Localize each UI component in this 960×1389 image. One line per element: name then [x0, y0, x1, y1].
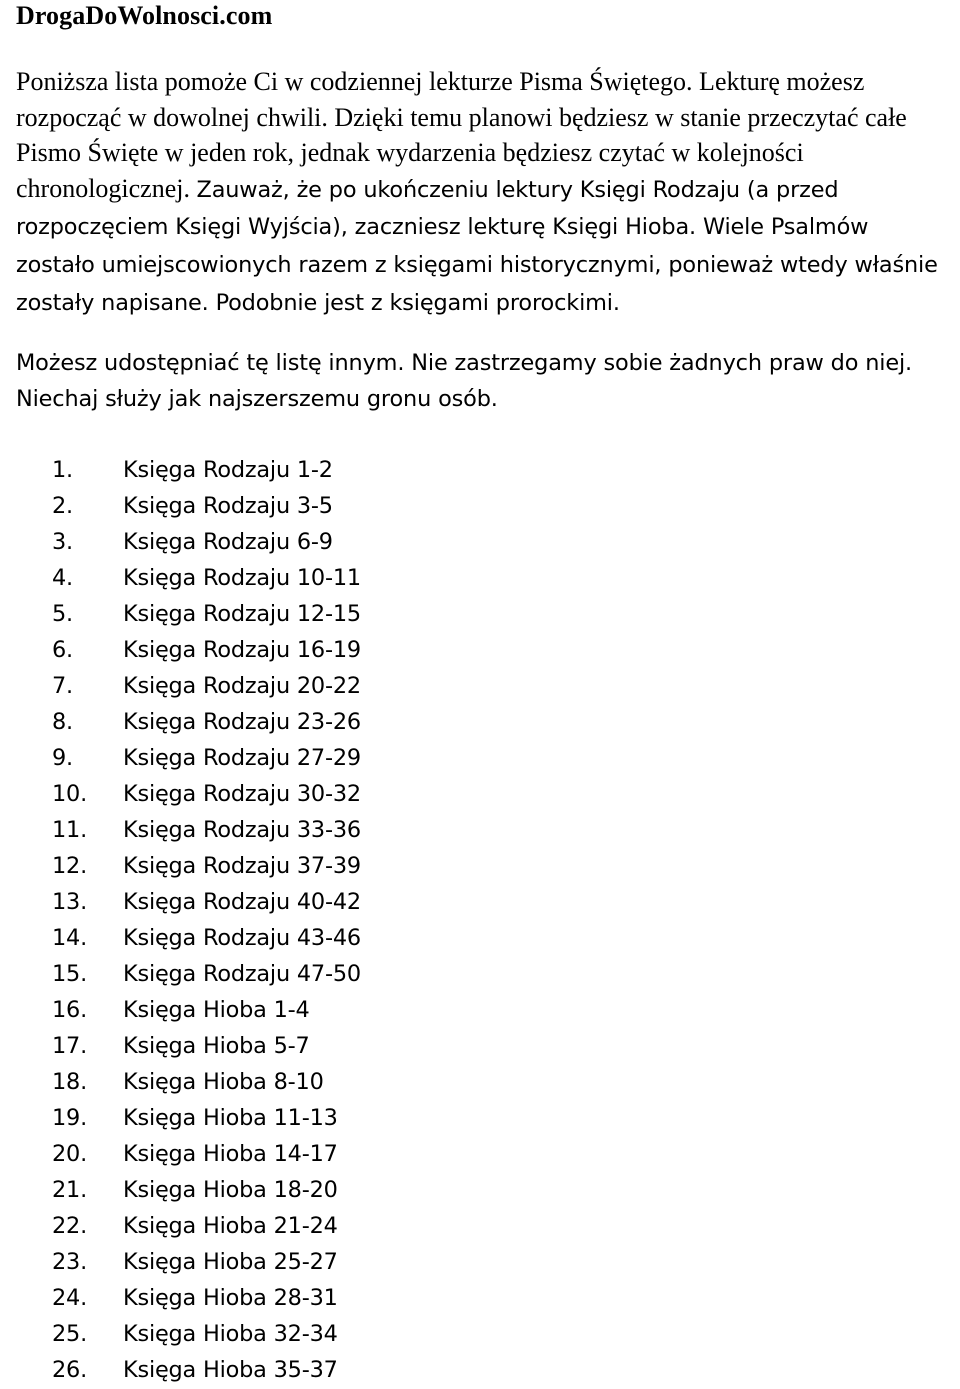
list-item-reading: Księga Hioba 25-27	[123, 1249, 338, 1275]
list-item-number: 18.	[52, 1069, 88, 1095]
intro-rest-sentences: Zauważ, że po ukończeniu lektury Księgi Rodzaju (a przed rozpoczęciem Księgi Wyjścia), zaczniesz lekturę Księgi Hioba. Wiele Psalmów zostało umiejscowionych razem z księgami historycznymi, ponieważ wtedy właśnie zostały napisane. Podobnie jest z księgami prorockimi.	[16, 176, 938, 316]
list-item	[0, 920, 960, 956]
list-item	[0, 560, 960, 596]
list-item	[0, 1244, 960, 1280]
list-item	[0, 488, 960, 524]
list-item-reading: Księga Rodzaju 40-42	[123, 889, 361, 915]
list-item	[0, 1316, 960, 1352]
list-item-number: 25.	[52, 1321, 88, 1347]
list-item-reading: Księga Hioba 32-34	[123, 1321, 338, 1347]
list-item-number: 22.	[52, 1213, 88, 1239]
list-item-number: 1.	[52, 457, 73, 483]
list-item-number: 12.	[52, 853, 88, 879]
list-item-reading: Księga Rodzaju 30-32	[123, 781, 361, 807]
list-item-number: 24.	[52, 1285, 88, 1311]
list-item	[0, 740, 960, 776]
list-item	[0, 452, 960, 488]
intro-paragraph	[16, 64, 951, 321]
list-item	[0, 1280, 960, 1316]
list-item-reading: Księga Rodzaju 1-2	[123, 457, 333, 483]
list-item-reading: Księga Rodzaju 37-39	[123, 853, 361, 879]
list-item-number: 19.	[52, 1105, 88, 1131]
list-item-number: 7.	[52, 673, 73, 699]
site-title: DrogaDoWolnosci.com	[16, 1, 273, 30]
list-item	[0, 632, 960, 668]
list-item-number: 8.	[52, 709, 73, 735]
list-item-number: 14.	[52, 925, 88, 951]
list-item-reading: Księga Rodzaju 10-11	[123, 565, 361, 591]
list-item	[0, 1028, 960, 1064]
list-item-reading: Księga Rodzaju 47-50	[123, 961, 361, 987]
list-item	[0, 596, 960, 632]
list-item-reading: Księga Rodzaju 27-29	[123, 745, 361, 771]
list-item	[0, 884, 960, 920]
list-item	[0, 812, 960, 848]
list-item-number: 4.	[52, 565, 73, 591]
list-item	[0, 1352, 960, 1388]
list-item-reading: Księga Hioba 5-7	[123, 1033, 310, 1059]
list-item	[0, 848, 960, 884]
list-item	[0, 1136, 960, 1172]
list-item-reading: Księga Hioba 8-10	[123, 1069, 324, 1095]
list-item	[0, 776, 960, 812]
list-item	[0, 1100, 960, 1136]
list-item-number: 13.	[52, 889, 88, 915]
list-item-reading: Księga Rodzaju 3-5	[123, 493, 333, 519]
list-item-reading: Księga Rodzaju 20-22	[123, 673, 361, 699]
reading-plan-list	[0, 452, 960, 1388]
list-item-number: 23.	[52, 1249, 88, 1275]
list-item-reading: Księga Rodzaju 23-26	[123, 709, 361, 735]
intro-first-sentences: Poniższa lista pomoże Ci w codziennej lekturze Pisma Świętego. Lekturę możesz rozpocząć w dowolnej chwili. Dzięki temu planowi będziesz w stanie przeczytać całe Pismo Święte w jeden rok, jednak wydarzenia będziesz czytać w kolejności chronologicznej.	[16, 67, 907, 203]
list-item-reading: Księga Hioba 35-37	[123, 1357, 338, 1383]
list-item-number: 9.	[52, 745, 73, 771]
list-item-number: 10.	[52, 781, 88, 807]
list-item	[0, 992, 960, 1028]
list-item	[0, 956, 960, 992]
list-item-reading: Księga Hioba 28-31	[123, 1285, 338, 1311]
list-item-reading: Księga Rodzaju 16-19	[123, 637, 361, 663]
list-item-reading: Księga Rodzaju 6-9	[123, 529, 333, 555]
list-item	[0, 1208, 960, 1244]
list-item-number: 15.	[52, 961, 88, 987]
list-item-number: 17.	[52, 1033, 88, 1059]
list-item-reading: Księga Hioba 1-4	[123, 997, 310, 1023]
list-item-number: 11.	[52, 817, 88, 843]
list-item-reading: Księga Hioba 14-17	[123, 1141, 338, 1167]
list-item-reading: Księga Rodzaju 33-36	[123, 817, 361, 843]
list-item-number: 2.	[52, 493, 73, 519]
share-paragraph: Możesz udostępniać tę listę innym. Nie zastrzegamy sobie żadnych praw do niej. Niechaj służy jak najszerszemu gronu osób.	[16, 350, 913, 412]
list-item-reading: Księga Hioba 21-24	[123, 1213, 338, 1239]
list-item	[0, 1172, 960, 1208]
list-item-reading: Księga Rodzaju 43-46	[123, 925, 361, 951]
list-item-number: 5.	[52, 601, 73, 627]
list-item-number: 20.	[52, 1141, 88, 1167]
list-item-reading: Księga Hioba 11-13	[123, 1105, 338, 1131]
list-item-reading: Księga Hioba 18-20	[123, 1177, 338, 1203]
list-item	[0, 1064, 960, 1100]
list-item-number: 6.	[52, 637, 73, 663]
list-item-number: 21.	[52, 1177, 88, 1203]
list-item	[0, 668, 960, 704]
list-item	[0, 524, 960, 560]
list-item	[0, 704, 960, 740]
list-item-number: 26.	[52, 1357, 88, 1383]
list-item-reading: Księga Rodzaju 12-15	[123, 601, 361, 627]
list-item-number: 16.	[52, 997, 88, 1023]
list-item-number: 3.	[52, 529, 73, 555]
